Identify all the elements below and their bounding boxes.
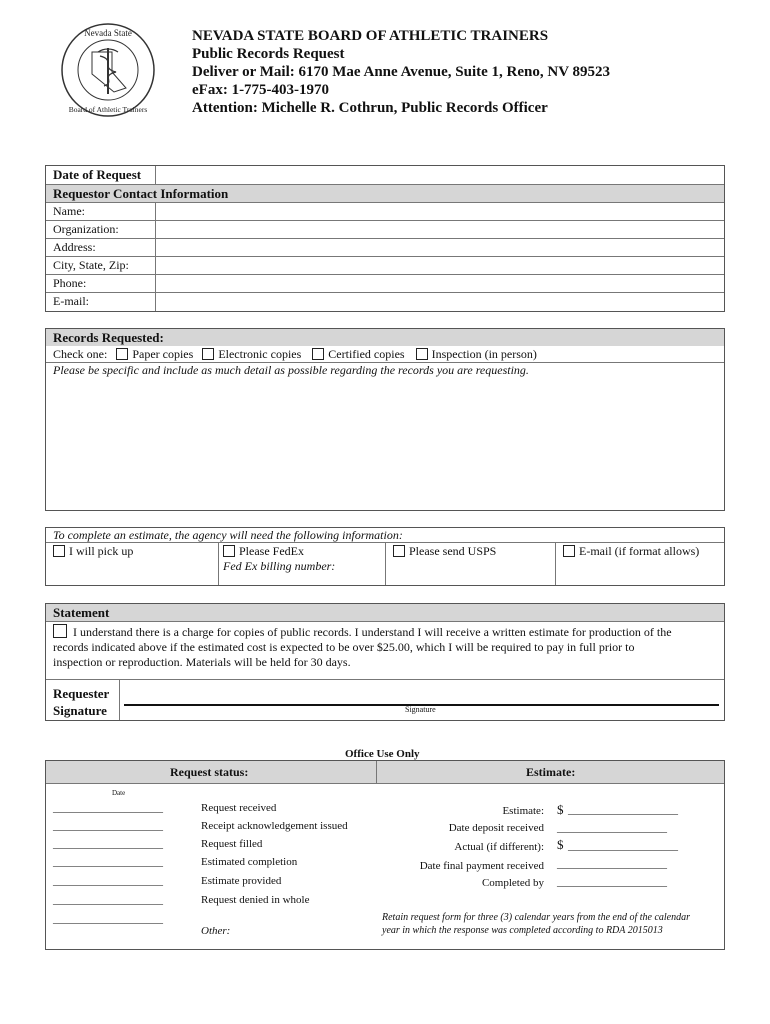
electronic-copies-label: Electronic copies	[218, 347, 302, 361]
board-seal-logo	[60, 22, 156, 118]
usps-option	[393, 544, 496, 559]
status-filled: Request filled	[201, 838, 263, 850]
date-of-request-row	[46, 166, 724, 184]
email-delivery-checkbox[interactable]	[563, 545, 575, 557]
estimate-amount-field[interactable]: ____________________	[568, 804, 678, 816]
signature-caption: Signature	[405, 705, 436, 714]
fedex-checkbox[interactable]	[223, 545, 235, 557]
email-row	[46, 292, 724, 311]
email-option	[563, 544, 699, 559]
records-requested-section	[45, 328, 725, 511]
actual-amount-field[interactable]: ____________________	[568, 840, 678, 852]
date-caption: Date	[112, 789, 126, 797]
signature-field[interactable]	[124, 680, 719, 706]
name-row	[46, 202, 724, 220]
city-state-zip-row	[46, 256, 724, 274]
estimate-dollar: $	[557, 802, 564, 817]
check-one-label: Check one:	[53, 347, 108, 361]
name-field[interactable]	[156, 203, 724, 220]
fedex-label: Please FedEx	[239, 544, 304, 558]
form-header	[192, 27, 610, 117]
records-section-title: Records Requested:	[46, 329, 724, 346]
status-received: Request received	[201, 802, 277, 814]
completed-by-field[interactable]: ____________________	[557, 876, 667, 888]
form-title: Public Records Request	[192, 46, 345, 62]
paper-copies-label: Paper copies	[132, 347, 194, 361]
final-payment-label: Date final payment received	[419, 860, 544, 872]
address-label: Address:	[46, 239, 156, 256]
status-date-3[interactable]: ____________________	[53, 838, 163, 850]
fedex-billing-label: Fed Ex billing number:	[223, 559, 336, 573]
records-description-field[interactable]	[46, 379, 724, 510]
inspection-label: Inspection (in person)	[431, 347, 537, 361]
date-deposit-field[interactable]: ____________________	[557, 822, 667, 834]
mailing-address: Deliver or Mail: 6170 Mae Anne Avenue, Suite 1, Reno, NV 89523	[192, 64, 611, 80]
statement-line-3: inspection or reproduction. Materials will be held for 30 days.	[53, 655, 351, 669]
certified-copies-label: Certified copies	[328, 347, 405, 361]
status-date-7[interactable]: ____________________	[53, 913, 163, 925]
electronic-copies-checkbox[interactable]	[202, 348, 214, 360]
status-date-6[interactable]: ____________________	[53, 894, 163, 906]
email-delivery-label: E-mail (if format allows)	[579, 544, 700, 558]
svg-text:Board of Athletic Trainers: Board of Athletic Trainers	[68, 105, 148, 114]
retention-note: Retain request form for three (3) calendar years from the end of the calendar year in which the response was completed according to RDA 2015013	[382, 912, 690, 936]
email-label: E-mail:	[46, 293, 156, 311]
requester-signature-label	[53, 685, 109, 719]
request-status-header: Request status:	[170, 765, 249, 779]
office-use-section	[45, 760, 725, 950]
certified-copies-checkbox[interactable]	[312, 348, 324, 360]
organization-field[interactable]	[156, 221, 724, 238]
estimate-intro: To complete an estimate, the agency will need the following information:	[53, 528, 403, 542]
svg-text:Nevada State: Nevada State	[84, 28, 132, 38]
sig-label-line-2: Signature	[53, 703, 107, 718]
phone-field[interactable]	[156, 275, 724, 292]
actual-dollar: $	[557, 837, 564, 852]
fedex-option	[223, 544, 335, 574]
contact-section-title: Requestor Contact Information	[46, 184, 724, 202]
contact-info-section	[45, 165, 725, 312]
board-name: NEVADA STATE BOARD OF ATHLETIC TRAINERS	[192, 28, 549, 44]
attention-line: Attention: Michelle R. Cothrun, Public Records Officer	[192, 100, 548, 116]
statement-text	[53, 624, 721, 670]
statement-acknowledge-checkbox[interactable]	[53, 624, 67, 638]
status-acknowledgement: Receipt acknowledgement issued	[201, 820, 348, 832]
date-of-request-label: Date of Request	[46, 166, 156, 184]
statement-title: Statement	[46, 604, 724, 622]
organization-label: Organization:	[46, 221, 156, 238]
email-field[interactable]	[156, 293, 724, 311]
usps-checkbox[interactable]	[393, 545, 405, 557]
date-of-request-field[interactable]	[156, 166, 724, 184]
address-field[interactable]	[156, 239, 724, 256]
city-state-zip-label: City, State, Zip:	[46, 257, 156, 274]
status-date-1[interactable]: ____________________	[53, 802, 163, 814]
statement-line-2: records indicated above if the estimated cost is expected to be over $25.00, which I will be required to pay in full prior to	[53, 640, 635, 654]
status-date-5[interactable]: ____________________	[53, 875, 163, 887]
usps-label: Please send USPS	[409, 544, 497, 558]
inspection-checkbox[interactable]	[416, 348, 428, 360]
delivery-method-section	[45, 527, 725, 586]
records-check-one-row	[53, 346, 537, 362]
completed-by-label: Completed by	[481, 877, 544, 889]
estimate-header: Estimate:	[526, 765, 576, 779]
status-denied: Request denied in whole	[201, 894, 310, 906]
pickup-label: I will pick up	[69, 544, 134, 558]
date-deposit-label: Date deposit received	[448, 822, 544, 834]
records-instructions: Please be specific and include as much detail as possible regarding the records you are requesting.	[53, 363, 529, 377]
paper-copies-checkbox[interactable]	[116, 348, 128, 360]
status-estimate-provided: Estimate provided	[201, 875, 282, 887]
estimate-label: Estimate:	[502, 805, 544, 817]
organization-row	[46, 220, 724, 238]
name-label: Name:	[46, 203, 156, 220]
final-payment-field[interactable]: ____________________	[557, 858, 667, 870]
efax-number: eFax: 1-775-403-1970	[192, 82, 330, 98]
office-use-title: Office Use Only	[345, 748, 420, 760]
address-row	[46, 238, 724, 256]
statement-section	[45, 603, 725, 721]
status-estimated-completion: Estimated completion	[201, 856, 298, 868]
city-state-zip-field[interactable]	[156, 257, 724, 274]
pickup-checkbox[interactable]	[53, 545, 65, 557]
statement-line-1: I understand there is a charge for copies of public records. I understand I will receive a written estimate for production of the	[73, 625, 672, 639]
status-date-4[interactable]: ____________________	[53, 856, 163, 868]
status-date-2[interactable]: ____________________	[53, 820, 163, 832]
status-other: Other:	[201, 925, 231, 937]
phone-label: Phone:	[46, 275, 156, 292]
sig-label-line-1: Requester	[53, 686, 110, 701]
phone-row	[46, 274, 724, 292]
pickup-option	[53, 544, 133, 559]
actual-label: Actual (if different):	[454, 841, 544, 853]
